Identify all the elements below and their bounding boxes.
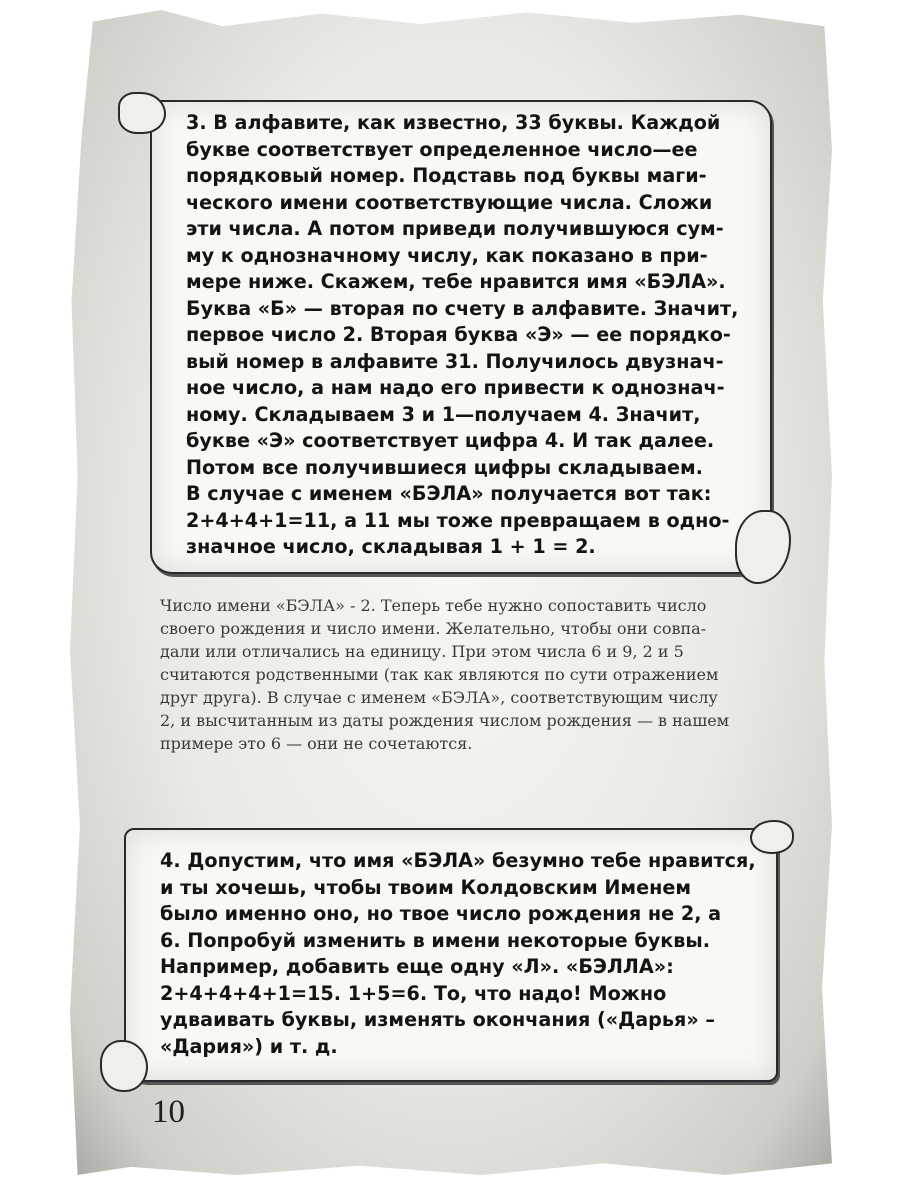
- tip-4-line: было именно оно, но твое число рождения не 2, а: [160, 902, 722, 925]
- body-line: друг друга). В случае с именем «БЭЛА», соответствующим числу: [160, 688, 718, 707]
- scroll-curl-top-left: [118, 92, 166, 134]
- tip-3-line: му к однозначному числу, как показано в при-: [186, 243, 708, 267]
- tip-3-line: В случае с именем «БЭЛА» получается вот так:: [186, 482, 712, 505]
- body-line: своего рождения и число имени. Желательно, чтобы они совпа-: [160, 619, 707, 638]
- tip-3-line: мере ниже. Скажем, тебе нравится имя «БЭЛА».: [186, 270, 726, 293]
- tip-3-line: Потом все получившиеся цифры складываем.: [186, 455, 703, 479]
- tip-4-line: удваивать буквы, изменять окончания («Дарья» –: [160, 1008, 716, 1031]
- page-number: 10: [152, 1094, 185, 1130]
- tip-4-line: Например, добавить еще одну «Л». «БЭЛЛА»:: [160, 955, 674, 978]
- tip-4-line: 2+4+4+4+1=15. 1+5=6. То, что надо! Можно: [160, 981, 667, 1005]
- tip-3-line: ное число, а нам надо его привести к однознач-: [186, 376, 725, 399]
- body-line: примере это 6 — они не сочетаются.: [160, 734, 473, 753]
- tip-3-line: эти числа. А потом приведи получившуюся сум-: [186, 217, 724, 240]
- body-line: 2, и высчитанным из даты рождения числом рождения — в нашем: [160, 711, 730, 730]
- tip-3-line: ному. Складываем 3 и 1—получаем 4. Значит,: [186, 402, 701, 426]
- tip-3-line: 3. В алфавите, как известно, 33 буквы. Каждой: [186, 111, 721, 134]
- tip-3-line: вый номер в алфавите 31. Получилось двузнач-: [186, 349, 724, 373]
- body-line: считаются родственными (так как являются по сути отражением: [160, 665, 719, 684]
- tip-4-text: [160, 848, 756, 1060]
- tip-3-line: порядковый номер. Подставь под буквы маги-: [186, 164, 707, 187]
- scroll-curl-bottom-left: [100, 1040, 148, 1092]
- tip-3-line: букве соответствует определенное число—ее: [186, 137, 698, 161]
- body-paragraph: [160, 594, 729, 755]
- scroll-curl-top-right: [750, 820, 794, 854]
- tip-4-line: «Дария») и т. д.: [160, 1034, 338, 1058]
- body-line: Число имени «БЭЛА» - 2. Теперь тебе нужно сопоставить число: [160, 596, 707, 615]
- tip-3-line: Буква «Б» — вторая по счету в алфавите. Значит,: [186, 296, 739, 320]
- body-line: дали или отличались на единицу. При этом числа 6 и 9, 2 и 5: [160, 642, 684, 661]
- tip-4-line: 4. Допустим, что имя «БЭЛА» безумно тебе нравится,: [160, 849, 756, 872]
- tip-3-line: 2+4+4+1=11, а 11 мы тоже превращаем в одно-: [186, 508, 730, 532]
- tip-3-text: [186, 110, 738, 561]
- tip-3-line: первое число 2. Вторая буква «Э» — ее порядко-: [186, 323, 731, 346]
- tip-3-line: значное число, складывая 1 + 1 = 2.: [186, 535, 596, 558]
- tip-3-line: букве «Э» соответствует цифра 4. И так далее.: [186, 429, 715, 452]
- tip-4-line: 6. Попробуй изменить в имени некоторые буквы.: [160, 928, 711, 952]
- tip-3-line: ческого имени соответствующие числа. Сложи: [186, 190, 713, 214]
- tip-4-line: и ты хочешь, чтобы твоим Колдовским Именем: [160, 875, 692, 899]
